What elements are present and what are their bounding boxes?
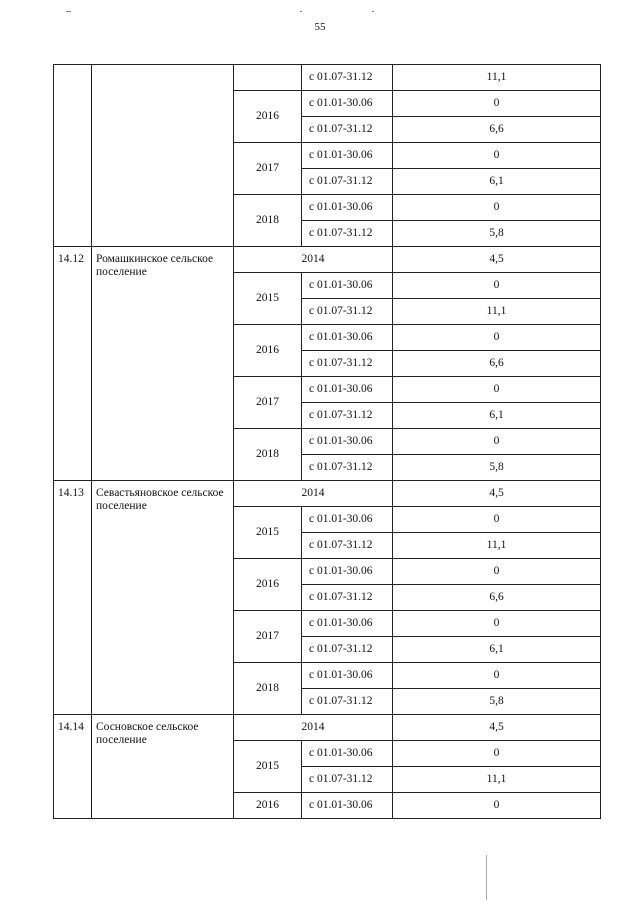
value-cell: 11,1 xyxy=(393,299,601,325)
value-cell: 5,8 xyxy=(393,689,601,715)
year-cell: 2014 xyxy=(234,481,393,507)
entry-number-cell xyxy=(54,65,92,247)
period-cell: с 01.01-30.06 xyxy=(302,273,393,299)
entry-number: 14.13 xyxy=(54,481,92,715)
year-cell: 2014 xyxy=(234,715,393,741)
value-cell: 6,1 xyxy=(393,637,601,663)
period-cell: с 01.01-30.06 xyxy=(302,377,393,403)
period-cell: с 01.07-31.12 xyxy=(302,169,393,195)
value-cell: 0 xyxy=(393,377,601,403)
year-cell: 2016 xyxy=(234,91,302,143)
value-cell: 0 xyxy=(393,611,601,637)
value-cell: 5,8 xyxy=(393,221,601,247)
year-cell: 2016 xyxy=(234,325,302,377)
entry-name: Сосновское сельское поселение xyxy=(92,715,234,819)
period-cell: с 01.01-30.06 xyxy=(302,663,393,689)
value-cell: 0 xyxy=(393,507,601,533)
table-row xyxy=(54,481,601,507)
year-cell: 2018 xyxy=(234,195,302,247)
value-cell: 0 xyxy=(393,793,601,819)
value-cell: 4,5 xyxy=(393,715,601,741)
entry-name-cell xyxy=(92,65,234,247)
table-row xyxy=(54,247,601,273)
period-cell: с 01.07-31.12 xyxy=(302,299,393,325)
entry-number: 14.12 xyxy=(54,247,92,481)
scan-line xyxy=(486,855,487,900)
period-cell: с 01.07-31.12 xyxy=(302,689,393,715)
period-cell: с 01.01-30.06 xyxy=(302,741,393,767)
period-cell: с 01.07-31.12 xyxy=(302,65,393,91)
value-cell: 0 xyxy=(393,741,601,767)
value-cell: 11,1 xyxy=(393,65,601,91)
period-cell: с 01.07-31.12 xyxy=(302,403,393,429)
value-cell: 0 xyxy=(393,91,601,117)
entry-number: 14.14 xyxy=(54,715,92,819)
value-cell: 0 xyxy=(393,273,601,299)
year-cell: 2014 xyxy=(234,247,393,273)
value-cell: 0 xyxy=(393,325,601,351)
entry-name: Ромашкинское сельское поселение xyxy=(92,247,234,481)
value-cell: 6,6 xyxy=(393,351,601,377)
value-cell: 0 xyxy=(393,143,601,169)
period-cell: с 01.07-31.12 xyxy=(302,455,393,481)
value-cell: 0 xyxy=(393,429,601,455)
value-cell: 6,1 xyxy=(393,169,601,195)
period-cell: с 01.01-30.06 xyxy=(302,611,393,637)
entry-name: Севастьяновское сельское поселение xyxy=(92,481,234,715)
period-cell: с 01.01-30.06 xyxy=(302,793,393,819)
value-cell: 6,6 xyxy=(393,117,601,143)
period-cell: с 01.07-31.12 xyxy=(302,767,393,793)
page-number: 55 xyxy=(314,21,326,33)
period-cell: с 01.07-31.12 xyxy=(302,533,393,559)
value-cell: 11,1 xyxy=(393,533,601,559)
table-row xyxy=(54,65,601,91)
scan-speck xyxy=(372,11,374,12)
year-cell: 2016 xyxy=(234,559,302,611)
value-cell: 5,8 xyxy=(393,455,601,481)
period-cell: с 01.01-30.06 xyxy=(302,559,393,585)
period-cell: с 01.07-31.12 xyxy=(302,585,393,611)
year-cell: 2015 xyxy=(234,507,302,559)
period-cell: с 01.01-30.06 xyxy=(302,91,393,117)
value-cell: 0 xyxy=(393,663,601,689)
value-cell: 6,1 xyxy=(393,403,601,429)
table-row xyxy=(54,715,601,741)
year-cell: 2018 xyxy=(234,663,302,715)
year-cell: 2015 xyxy=(234,741,302,793)
period-cell: с 01.01-30.06 xyxy=(302,325,393,351)
scan-speck xyxy=(300,11,302,12)
year-cell: 2017 xyxy=(234,143,302,195)
year-cell: 2015 xyxy=(234,273,302,325)
year-cell: 2017 xyxy=(234,611,302,663)
tariff-table xyxy=(53,64,601,819)
value-cell: 0 xyxy=(393,195,601,221)
year-cell: 2016 xyxy=(234,793,302,819)
year-cell xyxy=(234,65,302,91)
period-cell: с 01.01-30.06 xyxy=(302,195,393,221)
value-cell: 11,1 xyxy=(393,767,601,793)
period-cell: с 01.01-30.06 xyxy=(302,507,393,533)
period-cell: с 01.07-31.12 xyxy=(302,117,393,143)
value-cell: 0 xyxy=(393,559,601,585)
period-cell: с 01.01-30.06 xyxy=(302,429,393,455)
year-cell: 2018 xyxy=(234,429,302,481)
value-cell: 4,5 xyxy=(393,247,601,273)
value-cell: 6,6 xyxy=(393,585,601,611)
period-cell: с 01.07-31.12 xyxy=(302,637,393,663)
value-cell: 4,5 xyxy=(393,481,601,507)
period-cell: с 01.01-30.06 xyxy=(302,143,393,169)
period-cell: с 01.07-31.12 xyxy=(302,351,393,377)
scan-speck xyxy=(66,11,71,12)
year-cell: 2017 xyxy=(234,377,302,429)
period-cell: с 01.07-31.12 xyxy=(302,221,393,247)
